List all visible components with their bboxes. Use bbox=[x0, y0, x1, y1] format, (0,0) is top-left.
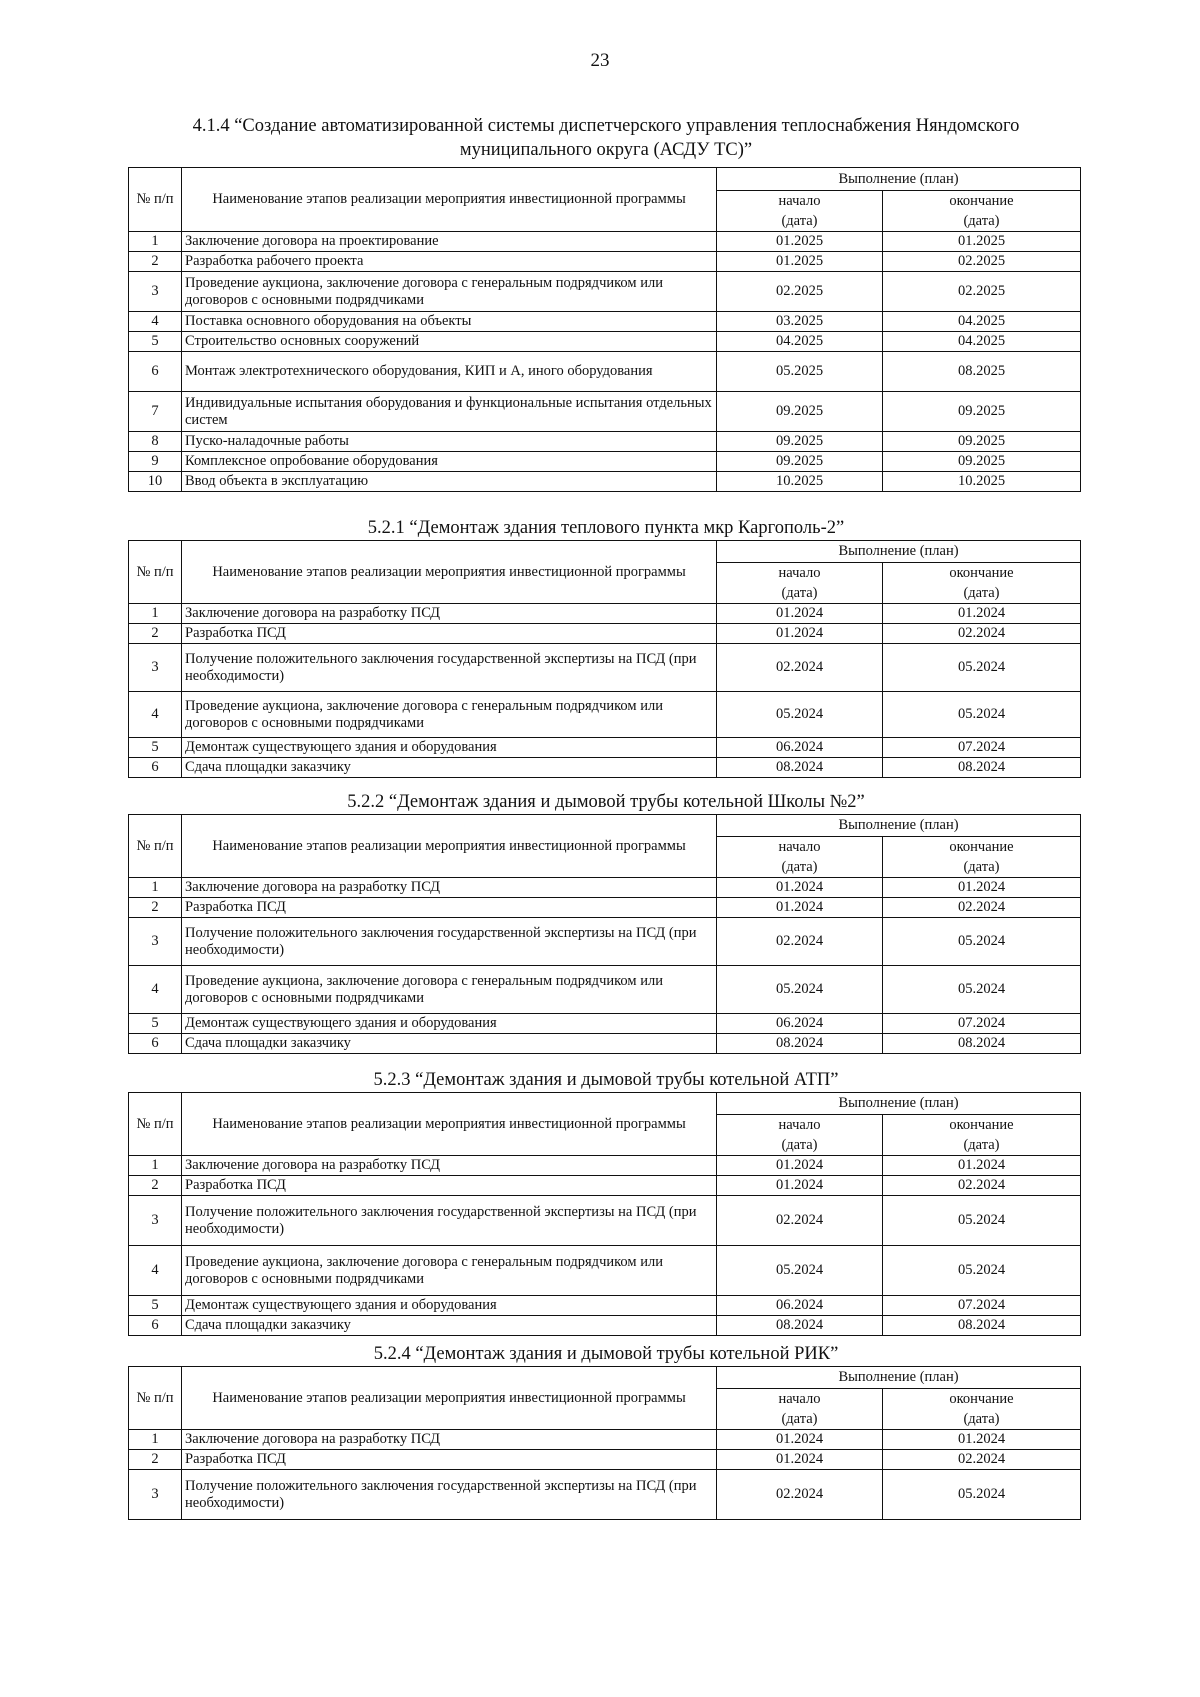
header-name: Наименование этапов реализации мероприятия инвестиционной программы bbox=[182, 168, 717, 232]
header-end-label: окончание bbox=[949, 1391, 1014, 1407]
schedule-table bbox=[128, 814, 1081, 1054]
start-date: 01.2024 bbox=[717, 898, 883, 918]
stage-name: Разработка ПСД bbox=[182, 624, 717, 644]
row-number: 5 bbox=[129, 738, 182, 758]
end-date: 08.2024 bbox=[883, 758, 1081, 778]
header-name: Наименование этапов реализации мероприятия инвестиционной программы bbox=[182, 815, 717, 878]
section-title bbox=[128, 1342, 1084, 1366]
end-date: 09.2025 bbox=[883, 392, 1081, 432]
start-date: 03.2025 bbox=[717, 312, 883, 332]
stage-name: Строительство основных сооружений bbox=[182, 332, 717, 352]
table-row bbox=[129, 272, 1081, 312]
header-row bbox=[129, 541, 1081, 563]
start-date: 08.2024 bbox=[717, 1034, 883, 1054]
header-start bbox=[717, 837, 883, 878]
header-end-label: окончание bbox=[949, 1117, 1014, 1133]
header-end bbox=[883, 191, 1081, 232]
table-row bbox=[129, 1450, 1081, 1470]
end-date: 05.2024 bbox=[883, 692, 1081, 738]
table-row bbox=[129, 604, 1081, 624]
row-number: 8 bbox=[129, 432, 182, 452]
end-date: 01.2024 bbox=[883, 1430, 1081, 1450]
table-row bbox=[129, 1316, 1081, 1336]
stage-name: Сдача площадки заказчику bbox=[182, 758, 717, 778]
header-end bbox=[883, 1389, 1081, 1430]
row-number: 10 bbox=[129, 472, 182, 492]
header-date-label: (дата) bbox=[963, 1137, 1000, 1153]
header-row bbox=[129, 1367, 1081, 1389]
header-end bbox=[883, 837, 1081, 878]
header-start bbox=[717, 191, 883, 232]
start-date: 01.2024 bbox=[717, 1430, 883, 1450]
end-date: 10.2025 bbox=[883, 472, 1081, 492]
table-row bbox=[129, 232, 1081, 252]
end-date: 07.2024 bbox=[883, 1296, 1081, 1316]
header-end bbox=[883, 563, 1081, 604]
table-row bbox=[129, 1430, 1081, 1450]
table-row bbox=[129, 312, 1081, 332]
header-date-label: (дата) bbox=[963, 1411, 1000, 1427]
stage-name: Ввод объекта в эксплуатацию bbox=[182, 472, 717, 492]
end-date: 09.2025 bbox=[883, 432, 1081, 452]
row-number: 5 bbox=[129, 332, 182, 352]
start-date: 06.2024 bbox=[717, 1296, 883, 1316]
header-execution: Выполнение (план) bbox=[717, 168, 1081, 191]
end-date: 02.2024 bbox=[883, 898, 1081, 918]
table-row bbox=[129, 1196, 1081, 1246]
end-date: 05.2024 bbox=[883, 1196, 1081, 1246]
row-number: 3 bbox=[129, 1196, 182, 1246]
start-date: 10.2025 bbox=[717, 472, 883, 492]
stage-name: Демонтаж существующего здания и оборудования bbox=[182, 1296, 717, 1316]
start-date: 01.2024 bbox=[717, 604, 883, 624]
header-execution: Выполнение (план) bbox=[717, 1093, 1081, 1115]
start-date: 08.2024 bbox=[717, 758, 883, 778]
end-date: 02.2024 bbox=[883, 624, 1081, 644]
header-row bbox=[129, 815, 1081, 837]
table-row bbox=[129, 1246, 1081, 1296]
table-row bbox=[129, 1156, 1081, 1176]
table-row bbox=[129, 1034, 1081, 1054]
row-number: 3 bbox=[129, 272, 182, 312]
header-date-label: (дата) bbox=[781, 1137, 818, 1153]
header-num: № п/п bbox=[129, 1367, 182, 1430]
header-end-label: окончание bbox=[949, 565, 1014, 581]
end-date: 05.2024 bbox=[883, 1246, 1081, 1296]
stage-name: Получение положительного заключения государственной экспертизы на ПСД (при необходимости) bbox=[182, 1196, 717, 1246]
stage-name: Поставка основного оборудования на объекты bbox=[182, 312, 717, 332]
start-date: 02.2024 bbox=[717, 918, 883, 966]
start-date: 09.2025 bbox=[717, 452, 883, 472]
start-date: 01.2024 bbox=[717, 1176, 883, 1196]
end-date: 09.2025 bbox=[883, 452, 1081, 472]
page-number: 23 bbox=[590, 50, 610, 71]
header-name: Наименование этапов реализации мероприятия инвестиционной программы bbox=[182, 1367, 717, 1430]
table-row bbox=[129, 352, 1081, 392]
row-number: 1 bbox=[129, 232, 182, 252]
start-date: 01.2025 bbox=[717, 232, 883, 252]
section-title bbox=[128, 516, 1084, 540]
header-num: № п/п bbox=[129, 1093, 182, 1156]
row-number: 6 bbox=[129, 1316, 182, 1336]
start-date: 06.2024 bbox=[717, 738, 883, 758]
start-date: 02.2024 bbox=[717, 1470, 883, 1520]
stage-name: Разработка ПСД bbox=[182, 898, 717, 918]
end-date: 01.2024 bbox=[883, 1156, 1081, 1176]
stage-name: Заключение договора на разработку ПСД bbox=[182, 878, 717, 898]
start-date: 05.2025 bbox=[717, 352, 883, 392]
row-number: 4 bbox=[129, 692, 182, 738]
start-date: 01.2024 bbox=[717, 1450, 883, 1470]
stage-name: Демонтаж существующего здания и оборудования bbox=[182, 1014, 717, 1034]
stage-name: Проведение аукциона, заключение договора с генеральным подрядчиком или договоров с основными подрядчиками bbox=[182, 272, 717, 312]
schedule-table bbox=[128, 540, 1081, 778]
end-date: 01.2024 bbox=[883, 878, 1081, 898]
end-date: 08.2025 bbox=[883, 352, 1081, 392]
table-row bbox=[129, 1296, 1081, 1316]
stage-name: Заключение договора на разработку ПСД bbox=[182, 1156, 717, 1176]
stage-name: Получение положительного заключения государственной экспертизы на ПСД (при необходимости) bbox=[182, 644, 717, 692]
row-number: 4 bbox=[129, 966, 182, 1014]
start-date: 05.2024 bbox=[717, 1246, 883, 1296]
row-number: 1 bbox=[129, 1156, 182, 1176]
row-number: 4 bbox=[129, 1246, 182, 1296]
start-date: 04.2025 bbox=[717, 332, 883, 352]
header-date-label: (дата) bbox=[963, 859, 1000, 875]
stage-name: Проведение аукциона, заключение договора с генеральным подрядчиком или договоров с основными подрядчиками bbox=[182, 1246, 717, 1296]
start-date: 09.2025 bbox=[717, 392, 883, 432]
stage-name: Заключение договора на разработку ПСД bbox=[182, 604, 717, 624]
section-title-line: 4.1.4 “Создание автоматизированной системы диспетчерского управления теплоснабжения Няндомского bbox=[192, 116, 1020, 136]
row-number: 2 bbox=[129, 1450, 182, 1470]
header-name: Наименование этапов реализации мероприятия инвестиционной программы bbox=[182, 1093, 717, 1156]
row-number: 9 bbox=[129, 452, 182, 472]
stage-name: Пуско-наладочные работы bbox=[182, 432, 717, 452]
end-date: 02.2024 bbox=[883, 1450, 1081, 1470]
start-date: 01.2024 bbox=[717, 878, 883, 898]
table-row bbox=[129, 966, 1081, 1014]
start-date: 05.2024 bbox=[717, 966, 883, 1014]
table-row bbox=[129, 918, 1081, 966]
header-end bbox=[883, 1115, 1081, 1156]
table-row bbox=[129, 452, 1081, 472]
header-num: № п/п bbox=[129, 168, 182, 232]
schedule-table bbox=[128, 1366, 1081, 1520]
row-number: 5 bbox=[129, 1014, 182, 1034]
stage-name: Разработка ПСД bbox=[182, 1176, 717, 1196]
row-number: 7 bbox=[129, 392, 182, 432]
start-date: 02.2024 bbox=[717, 644, 883, 692]
row-number: 4 bbox=[129, 312, 182, 332]
section-title-line: 5.2.1 “Демонтаж здания теплового пункта мкр Каргополь-2” bbox=[367, 518, 845, 538]
start-date: 08.2024 bbox=[717, 1316, 883, 1336]
table-row bbox=[129, 898, 1081, 918]
row-number: 2 bbox=[129, 252, 182, 272]
stage-name: Комплексное опробование оборудования bbox=[182, 452, 717, 472]
header-start-label: начало bbox=[778, 839, 821, 855]
header-date-label: (дата) bbox=[963, 585, 1000, 601]
end-date: 05.2024 bbox=[883, 966, 1081, 1014]
header-start bbox=[717, 1389, 883, 1430]
end-date: 04.2025 bbox=[883, 312, 1081, 332]
header-execution: Выполнение (план) bbox=[717, 815, 1081, 837]
section-title bbox=[128, 114, 1084, 162]
end-date: 02.2025 bbox=[883, 252, 1081, 272]
row-number: 3 bbox=[129, 1470, 182, 1520]
stage-name: Получение положительного заключения государственной экспертизы на ПСД (при необходимости) bbox=[182, 918, 717, 966]
end-date: 05.2024 bbox=[883, 1470, 1081, 1520]
header-start bbox=[717, 563, 883, 604]
row-number: 1 bbox=[129, 878, 182, 898]
header-end-label: окончание bbox=[949, 839, 1014, 855]
header-row bbox=[129, 168, 1081, 191]
end-date: 02.2024 bbox=[883, 1176, 1081, 1196]
end-date: 07.2024 bbox=[883, 738, 1081, 758]
header-num: № п/п bbox=[129, 541, 182, 604]
header-start bbox=[717, 1115, 883, 1156]
table-row bbox=[129, 738, 1081, 758]
start-date: 05.2024 bbox=[717, 692, 883, 738]
section-title bbox=[128, 1068, 1084, 1092]
table-row bbox=[129, 692, 1081, 738]
header-execution: Выполнение (план) bbox=[717, 541, 1081, 563]
row-number: 6 bbox=[129, 1034, 182, 1054]
header-row bbox=[129, 1093, 1081, 1115]
section-title-line: 5.2.3 “Демонтаж здания и дымовой трубы котельной АТП” bbox=[373, 1070, 839, 1090]
start-date: 01.2025 bbox=[717, 252, 883, 272]
table-row bbox=[129, 878, 1081, 898]
stage-name: Разработка ПСД bbox=[182, 1450, 717, 1470]
schedule-table bbox=[128, 1092, 1081, 1336]
end-date: 08.2024 bbox=[883, 1034, 1081, 1054]
row-number: 6 bbox=[129, 352, 182, 392]
stage-name: Монтаж электротехнического оборудования, КИП и А, иного оборудования bbox=[182, 352, 717, 392]
row-number: 5 bbox=[129, 1296, 182, 1316]
header-start-label: начало bbox=[778, 565, 821, 581]
stage-name: Заключение договора на проектирование bbox=[182, 232, 717, 252]
end-date: 04.2025 bbox=[883, 332, 1081, 352]
table-row bbox=[129, 624, 1081, 644]
stage-name: Заключение договора на разработку ПСД bbox=[182, 1430, 717, 1450]
row-number: 2 bbox=[129, 898, 182, 918]
header-date-label: (дата) bbox=[781, 213, 818, 229]
stage-name: Проведение аукциона, заключение договора с генеральным подрядчиком или договоров с основными подрядчиками bbox=[182, 692, 717, 738]
end-date: 02.2025 bbox=[883, 272, 1081, 312]
end-date: 01.2025 bbox=[883, 232, 1081, 252]
header-date-label: (дата) bbox=[781, 1411, 818, 1427]
table-row bbox=[129, 1470, 1081, 1520]
start-date: 09.2025 bbox=[717, 432, 883, 452]
table-row bbox=[129, 332, 1081, 352]
end-date: 05.2024 bbox=[883, 918, 1081, 966]
header-execution: Выполнение (план) bbox=[717, 1367, 1081, 1389]
section-title bbox=[128, 790, 1084, 814]
row-number: 1 bbox=[129, 1430, 182, 1450]
schedule-table bbox=[128, 167, 1081, 492]
header-date-label: (дата) bbox=[781, 585, 818, 601]
table-row bbox=[129, 252, 1081, 272]
stage-name: Индивидуальные испытания оборудования и функциональные испытания отдельных систем bbox=[182, 392, 717, 432]
header-name: Наименование этапов реализации мероприятия инвестиционной программы bbox=[182, 541, 717, 604]
row-number: 3 bbox=[129, 918, 182, 966]
header-end-label: окончание bbox=[949, 193, 1014, 209]
table-row bbox=[129, 758, 1081, 778]
start-date: 06.2024 bbox=[717, 1014, 883, 1034]
table-row bbox=[129, 1014, 1081, 1034]
stage-name: Сдача площадки заказчику bbox=[182, 1316, 717, 1336]
header-date-label: (дата) bbox=[963, 213, 1000, 229]
row-number: 2 bbox=[129, 1176, 182, 1196]
table-row bbox=[129, 392, 1081, 432]
header-date-label: (дата) bbox=[781, 859, 818, 875]
end-date: 08.2024 bbox=[883, 1316, 1081, 1336]
stage-name: Сдача площадки заказчику bbox=[182, 1034, 717, 1054]
header-start-label: начало bbox=[778, 193, 821, 209]
start-date: 02.2024 bbox=[717, 1196, 883, 1246]
section-title-line: муниципального округа (АСДУ ТС)” bbox=[459, 140, 753, 160]
row-number: 1 bbox=[129, 604, 182, 624]
stage-name: Проведение аукциона, заключение договора с генеральным подрядчиком или договоров с основными подрядчиками bbox=[182, 966, 717, 1014]
table-row bbox=[129, 472, 1081, 492]
stage-name: Разработка рабочего проекта bbox=[182, 252, 717, 272]
end-date: 01.2024 bbox=[883, 604, 1081, 624]
section-title-line: 5.2.4 “Демонтаж здания и дымовой трубы котельной РИК” bbox=[373, 1344, 839, 1364]
section-title-line: 5.2.2 “Демонтаж здания и дымовой трубы котельной Школы №2” bbox=[347, 792, 865, 812]
start-date: 01.2024 bbox=[717, 1156, 883, 1176]
stage-name: Получение положительного заключения государственной экспертизы на ПСД (при необходимости) bbox=[182, 1470, 717, 1520]
row-number: 3 bbox=[129, 644, 182, 692]
table-row bbox=[129, 432, 1081, 452]
header-num: № п/п bbox=[129, 815, 182, 878]
stage-name: Демонтаж существующего здания и оборудования bbox=[182, 738, 717, 758]
row-number: 2 bbox=[129, 624, 182, 644]
start-date: 01.2024 bbox=[717, 624, 883, 644]
row-number: 6 bbox=[129, 758, 182, 778]
header-start-label: начало bbox=[778, 1117, 821, 1133]
header-start-label: начало bbox=[778, 1391, 821, 1407]
table-row bbox=[129, 1176, 1081, 1196]
start-date: 02.2025 bbox=[717, 272, 883, 312]
end-date: 05.2024 bbox=[883, 644, 1081, 692]
end-date: 07.2024 bbox=[883, 1014, 1081, 1034]
table-row bbox=[129, 644, 1081, 692]
